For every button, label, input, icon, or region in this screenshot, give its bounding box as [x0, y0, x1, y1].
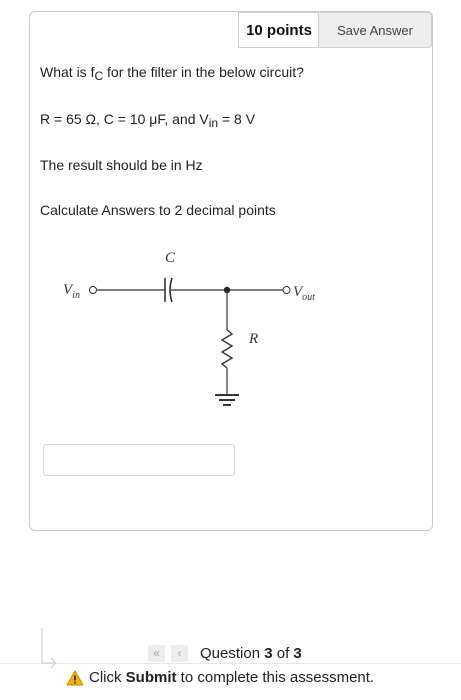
vin-terminal	[90, 287, 97, 294]
submit-msg-part: Click	[89, 669, 126, 686]
return-arrow-icon	[30, 628, 60, 672]
submit-msg-part: to complete this assessment.	[176, 669, 375, 686]
resistor	[222, 330, 232, 368]
given-values	[40, 111, 255, 130]
vout-label-main: V	[293, 284, 303, 300]
vin-subscript: in	[208, 116, 219, 130]
precision-instruction: Calculate Answers to 2 decimal points	[40, 202, 276, 218]
vout-label-sub: out	[302, 292, 315, 303]
unit-instruction: The result should be in Hz	[40, 157, 203, 173]
question-current: 3	[264, 644, 273, 662]
capacitor-label: C	[165, 250, 176, 266]
vin-label	[63, 282, 80, 301]
given-values-part: R = 65 Ω, C = 10 μF, and V	[40, 111, 209, 127]
save-answer-button[interactable]: Save Answer	[318, 12, 432, 48]
circuit-diagram	[55, 245, 345, 420]
resistor-label: R	[249, 331, 259, 347]
submit-keyword: Submit	[125, 669, 177, 686]
given-values-part: = 8 V	[218, 111, 256, 127]
points-label: 10 points	[238, 12, 319, 48]
submit-reminder	[66, 669, 374, 686]
first-question-button[interactable]: «	[148, 645, 165, 662]
vin-label-sub: in	[72, 290, 80, 301]
question-counter	[200, 645, 302, 662]
fc-subscript: C	[94, 69, 104, 83]
vout-label	[293, 284, 315, 303]
question-navigation	[148, 643, 302, 663]
answer-input[interactable]	[43, 444, 235, 476]
question-text	[40, 64, 304, 83]
question-text-part: for the filter in the below circuit?	[103, 64, 304, 80]
question-counter-prefix: Question	[200, 644, 265, 662]
question-counter-of: of	[272, 644, 294, 662]
footer-divider	[0, 663, 461, 664]
vout-terminal	[283, 287, 290, 294]
warning-icon	[66, 670, 84, 686]
previous-question-button[interactable]: ‹	[171, 645, 188, 662]
question-text-part: What is f	[40, 64, 95, 80]
question-total: 3	[293, 644, 302, 662]
vin-label-main: V	[63, 282, 73, 298]
